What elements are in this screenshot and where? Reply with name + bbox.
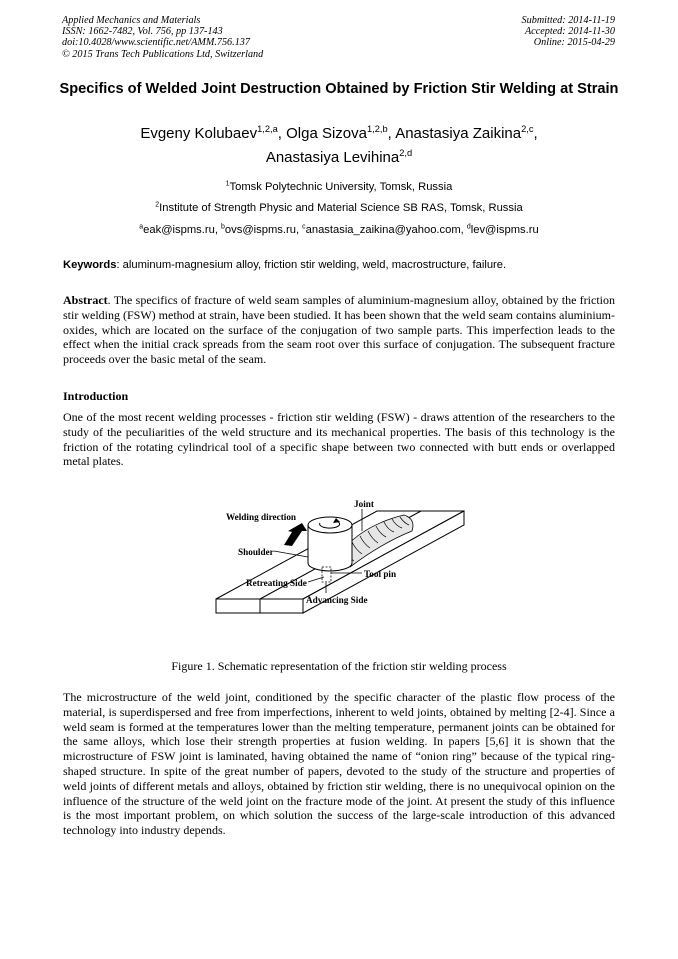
email-mark: a	[139, 223, 144, 231]
affiliation-2	[40, 202, 638, 214]
keywords-label: Keywords	[63, 259, 117, 271]
author-affiliation-mark: 2,d	[399, 148, 413, 158]
author-name: Evgeny Kolubaev	[140, 125, 258, 142]
author-name: Olga Sizova	[286, 125, 367, 142]
email-mark: b	[221, 223, 225, 231]
keywords-text: : aluminum-magnesium alloy, friction stir welding, weld, macrostructure, failure.	[116, 259, 507, 271]
introduction-paragraph-1: One of the most recent welding processes - friction stir welding (FSW) - draws attention of the researchers to the study of the peculiarities of the weld structure and its mechanical properties. The basis of this technology is the friction of the rotating cylindrical tool of a specific shape between two connected with butt ends or overlapped metal plates.	[63, 410, 615, 469]
paper-title: Specifics of Welded Joint Destruction Obtained by Friction Stir Welding at Strain	[59, 81, 619, 97]
email-mark: c	[302, 223, 306, 231]
abstract	[63, 293, 615, 367]
affiliation-text: Tomsk Polytechnic University, Tomsk, Russia	[229, 181, 453, 193]
welding-direction-label: Welding direction	[226, 512, 297, 522]
abstract-label: Abstract	[63, 293, 108, 307]
author-separator: ,	[277, 125, 287, 142]
author-name: Anastasiya Zaikina	[395, 125, 522, 142]
section-heading-introduction: Introduction	[63, 389, 129, 403]
journal-doi: doi:10.4028/www.scientific.net/AMM.756.137	[62, 37, 250, 49]
author-separator: ,	[387, 125, 396, 142]
online-date: Online: 2015-04-29	[533, 37, 615, 49]
retreating-side-label: Retreating Side	[246, 578, 307, 588]
journal-issn: ISSN: 1662-7482, Vol. 756, pp 137-143	[62, 26, 223, 38]
affiliation-mark: 2	[155, 201, 160, 209]
email-mark: d	[466, 223, 471, 231]
email-text: ovs@ispms.ru,	[224, 224, 303, 236]
author-affiliation-mark: 1,2,b	[366, 124, 388, 134]
accepted-date: Accepted: 2014-11-30	[524, 26, 615, 38]
figure-caption: Figure 1. Schematic representation of the friction stir welding process	[171, 659, 507, 673]
author-list	[40, 122, 638, 170]
journal-name: Applied Mechanics and Materials	[62, 15, 201, 26]
advancing-side-label: Advancing Side	[306, 595, 368, 605]
email-text: eak@ispms.ru,	[143, 224, 222, 236]
tool-shoulder-top	[308, 517, 352, 533]
author-affiliation-mark: 2,c	[521, 124, 534, 134]
abstract-text: . The specifics of fracture of weld seam samples of aluminium-magnesium alloy, obtained by the friction stir welding (FSW) method at strain, have been studied. It has been shown that the weld seam contains aluminium-oxides, which are located on the surface of the conjugation of two sample parts. This imperfection leads to the effect when the initial crack spreads from the seam root over this surface of conjugation. The subsequent fracture proceeds over the basic metal of the seam.	[63, 293, 615, 367]
email-text: anastasia_zaikina@yahoo.com,	[305, 224, 467, 236]
welding-direction-arrow-icon	[284, 523, 307, 546]
fsw-schematic-figure	[212, 497, 468, 649]
tool-pin-label: Tool pin	[364, 569, 397, 579]
affiliation-text: Institute of Strength Physic and Material Science SB RAS, Tomsk, Russia	[159, 202, 523, 214]
affiliation-mark: 1	[225, 180, 230, 188]
keywords	[63, 259, 615, 271]
journal-copyright: © 2015 Trans Tech Publications Ltd, Switzerland	[62, 48, 264, 60]
author-name: Anastasiya Levihina	[265, 149, 400, 166]
author-emails	[40, 224, 638, 236]
introduction-paragraph-2: The microstructure of the weld joint, conditioned by the specific character of the plastic flow process of the material, is superdispersed and free from imperfections, inherent to weld joints, obtained by melting [2-4]. Since a weld seam is formed at the temperatures lower than the melting temperature, permanent joints can be obtained for the same alloys, which lose their strength properties at fusion welding. In papers [5,6] it is shown that the microstructure of FSW joint is laminated, having obtained the name of “onion ring” because of the typical ring-shaped structure. In spite of the great number of papers, devoted to the study of the structure and properties of weld joints of different metals and alloys, obtained by friction stir welding, there is no unequivocal opinion on the influence of the structure of the weld joint on the fracture mode of the joint. At present the study of this influence is the most important problem, on which solution the success of the large-scale introduction of this advanced technology into industry depends.	[63, 690, 615, 838]
submission-dates	[522, 15, 615, 49]
author-separator: ,	[533, 125, 538, 142]
email-text: lev@ispms.ru	[470, 224, 539, 236]
shoulder-label: Shoulder	[238, 547, 274, 557]
journal-header	[62, 15, 263, 60]
submitted-date: Submitted: 2014-11-19	[521, 15, 615, 26]
author-affiliation-mark: 1,2,a	[257, 124, 278, 134]
joint-label: Joint	[354, 499, 374, 509]
affiliation-1	[40, 181, 638, 193]
